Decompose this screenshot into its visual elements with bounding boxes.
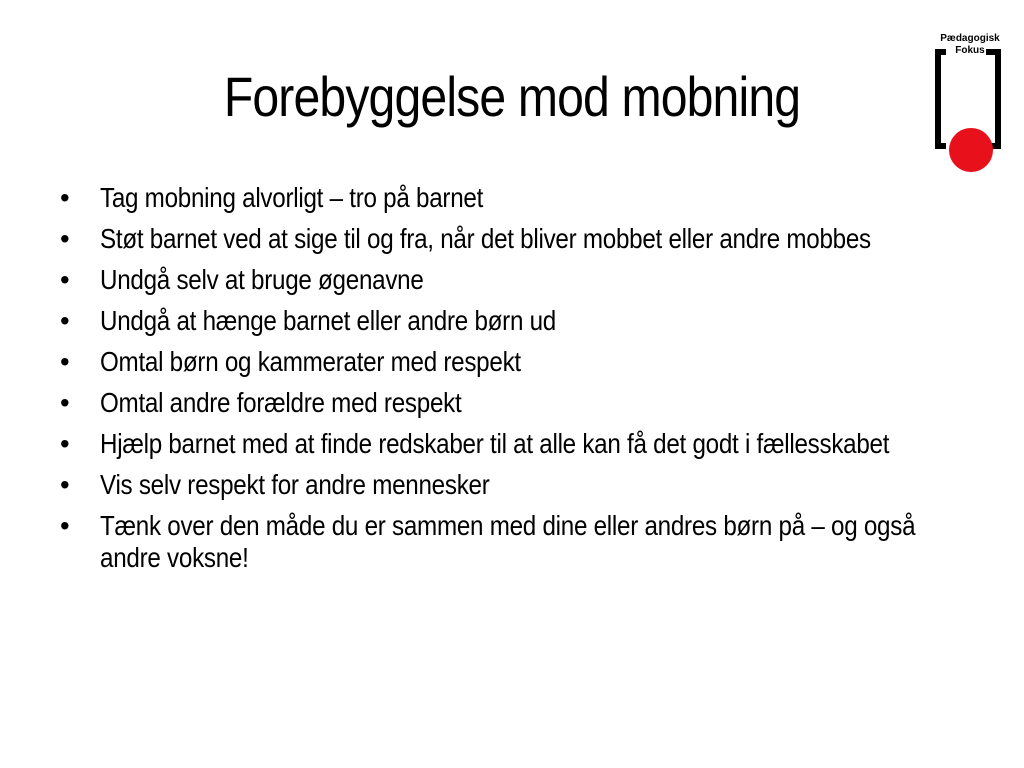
bullet-item: • Vis selv respekt for andre mennesker (55, 469, 985, 501)
paedagogisk-fokus-logo (928, 30, 1012, 176)
logo-text-line1: Pædagogisk (940, 33, 1000, 44)
right-bracket-icon (986, 52, 998, 146)
bullet-item: • Hjælp barnet med at finde redskaber til at alle kan få det godt i fællesskabet (55, 428, 985, 460)
bullet-item: • Tag mobning alvorligt – tro på barnet (55, 182, 985, 214)
bullet-item: • Støt barnet ved at sige til og fra, når det bliver mobbet eller andre mobbes (55, 223, 985, 255)
logo-text-line2: Fokus (955, 45, 985, 56)
red-dot-icon (949, 128, 993, 172)
bullet-list (55, 182, 985, 583)
bullet-item: • Undgå selv at bruge øgenavne (55, 264, 985, 296)
bracket-logo-icon (928, 30, 1012, 176)
bullet-item: • Omtal andre forældre med respekt (55, 387, 985, 419)
bullet-item: • Tænk over den måde du er sammen med dine eller andres børn på – og også andre voksne! (55, 510, 985, 574)
slide-title: Forebyggelse mod mobning (223, 65, 801, 128)
bullet-item: • Omtal børn og kammerater med respekt (55, 346, 985, 378)
left-bracket-icon (938, 52, 946, 146)
bullet-item: • Undgå at hænge barnet eller andre børn ud (55, 305, 985, 337)
